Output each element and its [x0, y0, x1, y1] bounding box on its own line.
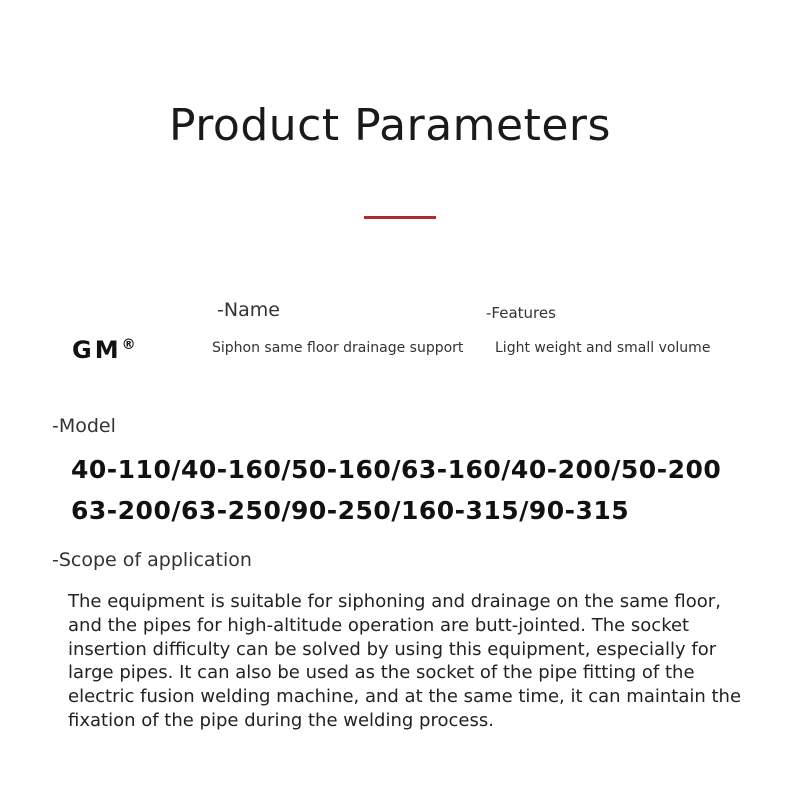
page-title: Product Parameters [169, 100, 611, 151]
brand-logo [72, 336, 136, 364]
registered-mark: ® [121, 337, 136, 353]
scope-description: The equipment is suitable for siphoning and drainage on the same floor, and the pipes for high-altitude operation are butt-jointed. The socket insertion difficulty can be solved by using this equipment, especially for large pipes. It can also be used as the socket of the pipe fitting of the electric fusion welding machine, and at the same time, it can maintain the fixation of the pipe during the welding process. [68, 591, 742, 731]
model-list-line-1: 40-110/40-160/50-160/63-160/40-200/50-200 [71, 455, 722, 484]
name-value: Siphon same floor drainage support [212, 340, 464, 356]
features-label: -Features [486, 304, 556, 322]
model-list-line-2: 63-200/63-250/90-250/160-315/90-315 [71, 496, 630, 525]
features-value: Light weight and small volume [495, 340, 711, 356]
name-label: -Name [217, 299, 280, 321]
brand-name: GM [72, 336, 122, 364]
model-label: -Model [52, 415, 116, 437]
scope-label: -Scope of application [52, 549, 252, 571]
title-underline [364, 216, 436, 219]
